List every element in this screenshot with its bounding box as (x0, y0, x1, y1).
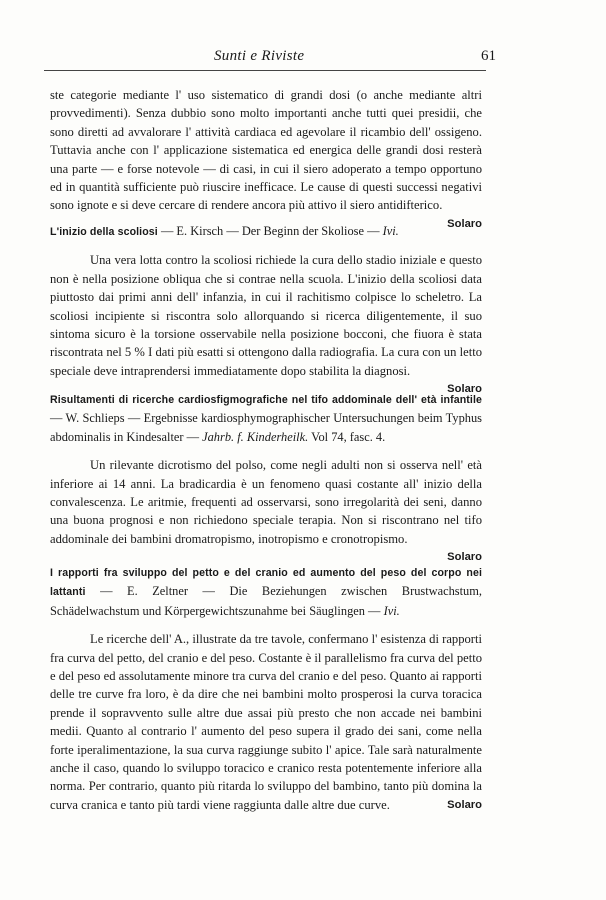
review-citation: — E. Zeltner — Die Beziehungen zwischen Brustwachstum, Schädelwachstum und Körpergewichtszunahme bei Säuglingen — (50, 584, 482, 618)
review-reference (50, 222, 482, 241)
review-reference (50, 563, 482, 620)
review-reference (50, 390, 482, 446)
review-paragraph (50, 456, 482, 564)
review-continuation (50, 86, 482, 233)
review-text: Le ricerche dell' A., illustrate da tre tavole, confermano l' esistenza di rapporti fra curva del petto, del cranio e del peso. Costante è il parallelismo fra curva del petto e del peso ed assolutamente minore tra curva del cranio e del peso. Quanto ai rapporti delle tre curve fra loro, è da dire che nei bambini molto prosperosi la curva toracica prende il sopravvento sulle altre due assai più presto che non accade nei bambini medii. Quanto al contrario l' aumento del peso supera il grado dei sani, come nella forte iperalimentazione, la sua curva raggiunge subito l' apice. Tale sarà naturalmente anche il caso, quando lo sviluppo toracico e cranico resta potentemente inferiore alla norma. Per contrario, quanto più ritarda lo sviluppo del bambino, tanto più domina la curva cranica e tanto più tardi viene raggiunta dalle altre due curve. (50, 632, 482, 812)
review-citation: — E. Kirsch — Der Beginn der Skoliose — (157, 224, 383, 238)
review-text: Un rilevante dicrotismo del polso, come negli adulti non si osserva nell' età inferiore ai 14 anni. La bradicardia è un fenomeno quasi costante all' inizio della convalescenza. Le aritmie, frequenti ad osservarsi, sono irregolarità dei seni, danno una buona prognosi e non richiedono speciale terapia. Non si riscontrano nel tifo addominale dei bambini dromatropismo, inotropismo e cronotropismo. (50, 458, 482, 546)
review-citation: — W. Schlieps — Ergebnisse kardiosphymographischer Untersuchungen beim Typhus abdominalis in Kindesalter — (50, 411, 482, 444)
author-signature: Solaro (447, 217, 482, 230)
running-title: Sunti e Riviste (214, 48, 305, 64)
review-heading: L'inizio della scoliosi (50, 226, 158, 238)
review-heading: Risultamenti di ricerche cardiosfigmografiche nel tifo addominale dell' età infantile (50, 394, 482, 406)
author-signature: Solaro (447, 551, 482, 564)
header-rule (44, 70, 486, 71)
review-text: Una vera lotta contro la scoliosi richiede la cura dello stadio iniziale e questo non è nella posizione obliqua che si contrae nella scuola. L'inizio della scoliosi data piuttosto dai primi anni dell' infanzia, in cui il rachitismo colpisce lo scheletro. La scoliosi incipiente si riscontra solo allorquando si ricerca diligentemente, il suo sintoma sicuro è la torsione osservabile nella posizione bocconi, che fiuora è stata riscontrata nel 5 % I dati più esatti si ottengono dalla radiografia. La cura con un letto speciale deve intraprendersi immediatamente dopo stabilita la diagnosi. (50, 253, 482, 378)
author-signature: Solaro (447, 798, 482, 811)
review-heading: I rapporti fra sviluppo del petto e del cranio ed aumento del peso del corpo nei lattanti (50, 567, 482, 599)
review-scoliosis (50, 222, 482, 399)
review-source: Jahrb. f. Kinderheilk. (202, 429, 309, 444)
page-number: 61 (481, 48, 496, 64)
review-chest-skull (50, 563, 482, 814)
review-paragraph (50, 630, 482, 814)
review-typhus (50, 390, 482, 567)
review-text: ste categorie mediante l' uso sistematico di grandi dosi (o anche mediante altri provvedimenti). Senza dubbio sono molto importanti anche tutti quei presidii, che sono diretti ad avvalorare l' attività cardiaca ed agevolare il ricambio dell' ossigeno. Tuttavia anche con l' applicazione sistematica ed energica delle grandi dosi resterà una parte — e forse notevole — di casi, in cui il siero adoperato a tempo opportuno ed in quantità sufficiente può riuscire inefficace. Le cause di questi successi negativi sono ignote e si deve cercare di rendere ancora più attivo il siero antidifterico. (50, 88, 482, 213)
review-citation-tail: Vol 74, fasc. 4. (308, 429, 386, 444)
review-paragraph (50, 251, 482, 396)
review-source: Ivi. (382, 224, 399, 238)
review-source: Ivi. (383, 603, 400, 618)
review-paragraph (50, 86, 482, 230)
author-signature: Solaro (447, 383, 482, 396)
running-header (44, 48, 496, 70)
